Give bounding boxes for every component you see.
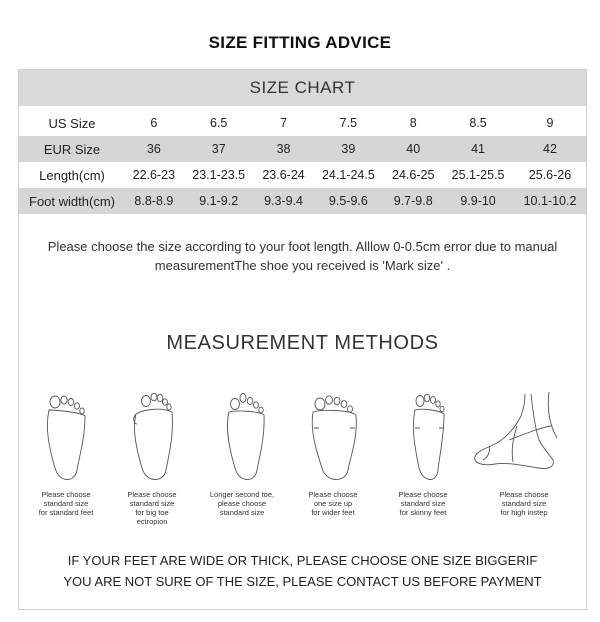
table-cell: 37 [183,136,255,162]
table-cell: 8.5 [469,116,487,130]
caption-line: for big toe [135,508,169,517]
caption-line: please choose [217,499,267,508]
note-line: Please choose the size according to your foot length. Alllow 0-0.5cm error due to manual [47,239,558,254]
table-cell: 25.6-26 [528,168,572,182]
caption-line: Please choose [308,490,358,499]
caption-line: Please choose [398,490,448,499]
row-label: EUR Size [19,136,125,162]
measurement-methods-title: MEASUREMENT METHODS [166,332,439,354]
table-cell: 24.6-25 [392,168,435,182]
size-advice-panel [18,69,587,610]
table-cell: 40 [384,136,442,162]
caption-line: ectropion [136,517,168,526]
note-line: measurementThe shoe you received is 'Mark size' . [154,258,451,273]
footer-line: IF YOUR FEET ARE WIDE OR THICK, PLEASE CHOOSE ONE SIZE BIGGERIF [67,553,538,568]
page-title: SIZE FITTING ADVICE [208,33,392,52]
table-cell: 23.1-23.5 [192,168,246,182]
table-cell: 7 [280,116,288,130]
table-row-length [19,162,586,188]
table-cell: 9.1-9.2 [183,188,255,214]
table-cell: 6 [150,116,158,130]
table-cell: 36 [125,136,183,162]
row-label: US Size [48,115,96,131]
caption-line: standard size [129,499,175,508]
table-cell: 9.9-10 [442,188,514,214]
foot-illustrations [19,388,586,488]
table-cell: 38 [255,136,313,162]
caption-high-instep [479,490,569,517]
method-captions [19,490,586,532]
table-row-us-size [19,110,586,136]
table-cell: 8.8-8.9 [125,188,183,214]
foot-high-instep-icon [469,388,579,488]
table-cell: 9.7-9.8 [384,188,442,214]
table-row-foot-width [19,188,586,214]
caption-line: for high instep [500,508,548,517]
table-cell: 23.6-24 [262,168,305,182]
caption-second-toe [197,490,287,517]
caption-line: for wider feet [311,508,355,517]
caption-big-toe [107,490,197,526]
table-cell: 8 [409,116,417,130]
table-cell: 7.5 [339,116,358,130]
table-cell: 22.6-23 [132,168,176,182]
table-cell: 39 [312,136,384,162]
footer-line: YOU ARE NOT SURE OF THE SIZE, PLEASE CONTACT US BEFORE PAYMENT [63,574,542,589]
caption-wide [288,490,378,517]
caption-line: standard size [501,499,547,508]
size-table [19,110,586,214]
caption-line: standard size [219,508,265,517]
caption-line: Please choose [499,490,549,499]
table-row-eur-size [19,136,586,162]
caption-line: standard size [400,499,446,508]
table-cell: 24.1-24.5 [321,168,375,182]
table-cell: 42 [514,136,586,162]
row-label: Foot width(cm) [19,188,125,214]
table-cell: 25.1-25.5 [451,168,505,182]
table-cell: 9.3-9.4 [255,188,313,214]
caption-line: for skinny feet [399,508,447,517]
size-chart-header: SIZE CHART [19,70,586,106]
caption-line: Please choose [127,490,177,499]
foot-skinny-icon [397,388,457,488]
table-cell: 10.1-10.2 [514,188,586,214]
caption-standard [21,490,111,517]
caption-line: one size up [313,499,353,508]
foot-long-second-toe-icon [215,388,275,488]
table-cell: 9.5-9.6 [312,188,384,214]
caption-line: for standard feet [38,508,94,517]
caption-line: Please choose [41,490,91,499]
caption-skinny [378,490,468,517]
caption-line: standard size [43,499,89,508]
size-note [19,237,586,275]
table-cell: 6.5 [210,116,228,130]
row-label: Length(cm) [39,167,105,183]
table-cell: 41 [442,136,514,162]
foot-wide-icon [304,388,364,488]
footer-advice [19,550,586,592]
foot-standard-icon [35,388,95,488]
foot-big-toe-icon [124,388,184,488]
caption-line: Longer second toe, [209,490,275,499]
table-cell: 9 [546,116,554,130]
